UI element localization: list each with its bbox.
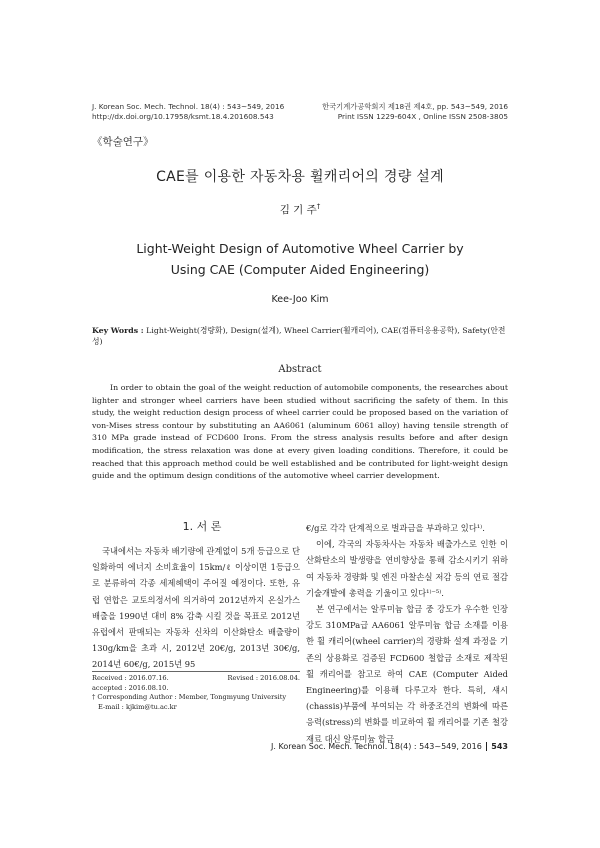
body-column-right [306, 520, 508, 747]
section-heading-intro: 1. 서 론 [182, 520, 222, 533]
paragraph: 이에, 각국의 자동차사는 자동차 배출가스로 인한 이산화탄소의 발생량을 연비향상을 통해 감소시키기 위하여 자동차 경량화 및 엔진 마찰손실 저감 등의 연료 절감 기술개발에 총력을 기울이고 있다¹⁾⁻⁵⁾. [306, 539, 508, 598]
title-english-line2: Using CAE (Computer Aided Engineering) [170, 262, 430, 277]
author-email: E-mail : kjkim@tu.ac.kr [98, 702, 177, 711]
keywords-text: Light-Weight(경량화), Design(설계), Wheel Carrier(휠캐리어), CAE(컴퓨터응용공학), Safety(안전성) [92, 326, 506, 346]
issn-line: Print ISSN 1229-604X , Online ISSN 2508-3805 [337, 112, 508, 121]
title-english-line1: Light-Weight Design of Automotive Wheel Carrier by [136, 241, 464, 256]
page-footer [271, 742, 508, 751]
journal-citation: J. Korean Soc. Mech. Technol. 18(4) : 543~549, 2016 [92, 102, 285, 111]
abstract-heading: Abstract [278, 364, 322, 375]
paragraph: €/g로 각각 단계적으로 벌과금을 부과하고 있다¹⁾. [306, 523, 485, 533]
footnote-divider [92, 671, 300, 672]
revised-date: Revised : 2016.08.04. [227, 674, 300, 682]
footnote [92, 674, 300, 712]
article-category: 《학술연구》 [92, 136, 154, 148]
received-date: Received : 2016.07.16. [92, 674, 169, 682]
journal-header-right [322, 102, 508, 122]
journal-citation-ko: 한국기계가공학회지 제18권 제4호, pp. 543~549, 2016 [322, 102, 508, 111]
journal-header-left [92, 102, 284, 122]
keywords-label: Key Words : [92, 326, 144, 335]
paragraph: 국내에서는 자동차 배기량에 관계없이 5개 등급으로 단일화하여 에너지 소비효율이 15km/ℓ 이상이면 1등급으로 분류하여 각종 세제혜택이 주어질 예정이다. 또한, 유럽 연합은 교토의정서에 의거하여 2012년까지 온실가스 배출을 1990년 대비 8% 감축 시킬 것을 목표로 2012년 유럽에서 판매되는 자동차 신차의 이산화탄소 배출량이 130g/km을 초과 시, 2012년 20€/g, 2013년 30€/g, 2014년 60€/g, 2015년 95 [92, 546, 300, 670]
page-number: 543 [491, 742, 508, 751]
footer-citation: J. Korean Soc. Mech. Technol. 18(4) : 543~549, 2016 [271, 742, 482, 751]
corresponding-author: † Corresponding Author : Member, Tongmyung University [92, 693, 287, 702]
doi-link[interactable]: http://dx.doi.org/10.17958/ksmt.18.4.201608.543 [92, 112, 274, 121]
title-korean: CAE를 이용한 자동차용 휠캐리어의 경량 설계 [156, 169, 444, 185]
body-column-left [92, 543, 300, 673]
author-korean-name: 김 기 주 [279, 204, 317, 216]
author-english: Kee-Joo Kim [271, 294, 329, 305]
keywords [92, 325, 508, 347]
accepted-date: accepted : 2016.08.10. [92, 683, 169, 692]
author-korean [0, 202, 600, 217]
abstract-body: In order to obtain the goal of the weight reduction of automobile components, the researches about lighter and stronger wheel carriers have been studied without sacrificing the safety of them. In this study, the weight reduction design process of wheel carrier could be proposed based on the variation of von-Mises stress contour by substituting an AA6061 (aluminum 6061 alloy) having tensile strength of 310 MPa grade instead of FCD600 Irons. From the stress analysis results before and after design modification, the stress relaxation was done at every given loading conditions. Therefore, it could be reached that this approach method could be well established and be contributed for light-weight design guide and the optimum design conditions of the automotive wheel carrier development. [92, 383, 508, 481]
title-english [0, 238, 600, 280]
corresponding-mark: † [316, 202, 321, 211]
paragraph: 본 연구에서는 알루미늄 합금 중 강도가 우수한 인장강도 310MPa급 AA6061 알루미늄 합금 소재를 이용한 휠 캐리어(wheel carrier)의 경량화 설계 과정을 기존의 상용화로 검증된 FCD600 철합금 소재로 제작된 휠 캐리어를 참고로 하여 CAE (Computer Aided Engineering)를 이용해 다루고자 한다. 특히, 섀시(chassis)부품에 부여되는 각 하중조건의 변화에 따른 응력(stress)의 변화를 비교하여 휠 캐리어를 기존 철강재료 대신 알루미늄 합금 [306, 604, 508, 744]
footer-divider [486, 742, 488, 751]
